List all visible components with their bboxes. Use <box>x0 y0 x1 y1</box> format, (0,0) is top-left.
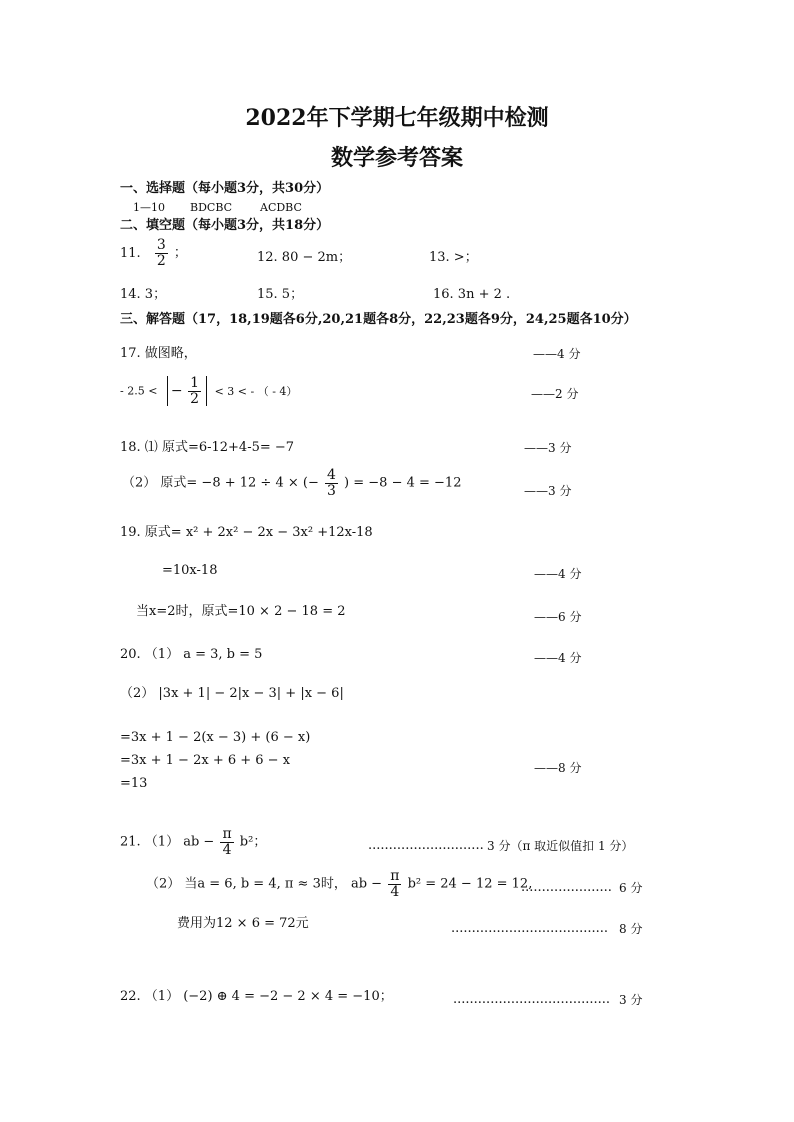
q19-score2: ——6 分 <box>534 610 582 624</box>
q19-line1: 19. 原式= x² + 2x² − 2x − 3x² +12x-18 <box>120 525 373 540</box>
q20-score2: ——8 分 <box>534 761 582 775</box>
page-title: 2022年下学期七年级期中检测 <box>245 105 549 131</box>
q20-line2-prefix: （2） <box>120 686 155 701</box>
section1-heading: 一、选择题（每小题3分，共30分） <box>120 181 330 196</box>
q17-score1: ——4 分 <box>533 347 581 361</box>
q21-line2-end: b² = 24 − 12 = 12, <box>407 876 533 892</box>
q21-fraction-2 <box>388 869 401 899</box>
choice-answers-1: BDCBC <box>190 201 233 214</box>
q13-answer: 13. >； <box>429 250 478 265</box>
section2-heading: 二、填空题（每小题3分，共18分） <box>120 218 330 233</box>
page-subtitle: 数学参考答案 <box>330 145 463 171</box>
section3-heading: 三、解答题（17，18,19题各6分,20,21题各8分，22,23题各9分，24,25题各10分） <box>120 312 637 327</box>
q20-line4: =3x + 1 − 2x + 6 + 6 − x <box>120 753 291 768</box>
q21-dots3: ...................................... <box>451 921 609 936</box>
q20-line2 <box>120 687 344 700</box>
q21-line1 <box>120 827 266 857</box>
q22-score1: 3 分 <box>619 993 643 1007</box>
q19-line3: 当x=2时，原式=10 × 2 − 18 = 2 <box>136 604 346 619</box>
q21-dots2: ...................... <box>521 880 612 895</box>
q18-denominator: 3 <box>326 482 336 499</box>
q20-line3: =3x + 1 − 2(x − 3) + (6 − x) <box>120 730 311 745</box>
q18-score1: ——3 分 <box>524 441 572 455</box>
q11-denominator: 2 <box>156 252 166 269</box>
q20-line5: =13 <box>120 776 148 791</box>
q21-pi-1: π <box>222 826 232 842</box>
q11-answer <box>120 238 187 268</box>
q21-four-1: 4 <box>222 841 232 858</box>
q22-line1: 22. （1） (−2) ⊕ 4 = −2 − 2 × 4 = −10； <box>120 989 393 1004</box>
q12-answer: 12. 80 − 2m； <box>257 250 352 265</box>
q18-line2-end: ) = −8 − 4 = −12 <box>344 475 462 491</box>
q21-line2-start: （2） 当a = 6, b = 4, π ≈ 3时， ab − <box>146 876 383 892</box>
q17-absolute-value <box>167 376 207 406</box>
q18-line2-start: （2） 原式= −8 + 12 ÷ 4 × (− <box>122 475 319 491</box>
q16-answer: 16. 3n + 2 . <box>433 287 511 302</box>
q17-inequality <box>120 376 297 406</box>
q17-score2: ——2 分 <box>531 387 579 401</box>
q21-dots1: ............................ <box>368 838 484 853</box>
q11-numerator: 3 <box>156 237 166 253</box>
q18-fraction <box>325 468 338 498</box>
q20-line2-expr: |3x + 1| − 2|x − 3| + |x − 6| <box>158 686 344 701</box>
q21-score2: 6 分 <box>619 881 643 895</box>
q18-score2: ——3 分 <box>524 484 572 498</box>
q11-number: 11. <box>120 245 141 261</box>
q17-denominator: 2 <box>190 390 200 407</box>
q17-left: - 2.5 < <box>120 384 158 398</box>
choice-range: 1—10 <box>133 201 165 214</box>
q21-score1: 3 分（π 取近似值扣 1 分） <box>487 839 634 853</box>
q11-fraction <box>155 238 168 268</box>
q15-answer: 15. 5； <box>257 287 304 302</box>
q20-score1: ——4 分 <box>534 651 582 665</box>
q17-minus: − <box>170 383 183 400</box>
q20-line1: 20. （1） a = 3, b = 5 <box>120 647 263 662</box>
q21-line1-end: b²； <box>239 834 267 850</box>
q17-numerator: 1 <box>190 375 200 391</box>
q11-tail: ； <box>173 245 187 261</box>
q19-score1: ——4 分 <box>534 567 582 581</box>
q18-numerator: 4 <box>326 467 336 483</box>
q21-fraction-1 <box>220 827 233 857</box>
q18-line1: 18. ⑴ 原式=6-12+4-5= −7 <box>120 440 295 455</box>
q17-fraction <box>188 376 201 406</box>
q21-line3: 费用为12 × 6 = 72元 <box>177 916 309 931</box>
q18-line2 <box>122 468 461 498</box>
q19-line2: =10x-18 <box>162 563 218 578</box>
q22-dots1: ...................................... <box>453 992 611 1007</box>
q21-four-2: 4 <box>390 883 400 900</box>
choice-answers-2: ACDBC <box>260 201 302 214</box>
q21-line1-start: 21. （1） ab − <box>120 834 215 850</box>
q14-answer: 14. 3； <box>120 287 167 302</box>
q21-line2 <box>146 869 532 899</box>
q21-pi-2: π <box>390 868 400 884</box>
q21-score3: 8 分 <box>619 922 643 936</box>
q17-line1: 17. 做图略， <box>120 346 197 361</box>
q17-right: < 3 < - （ - 4） <box>214 384 298 398</box>
